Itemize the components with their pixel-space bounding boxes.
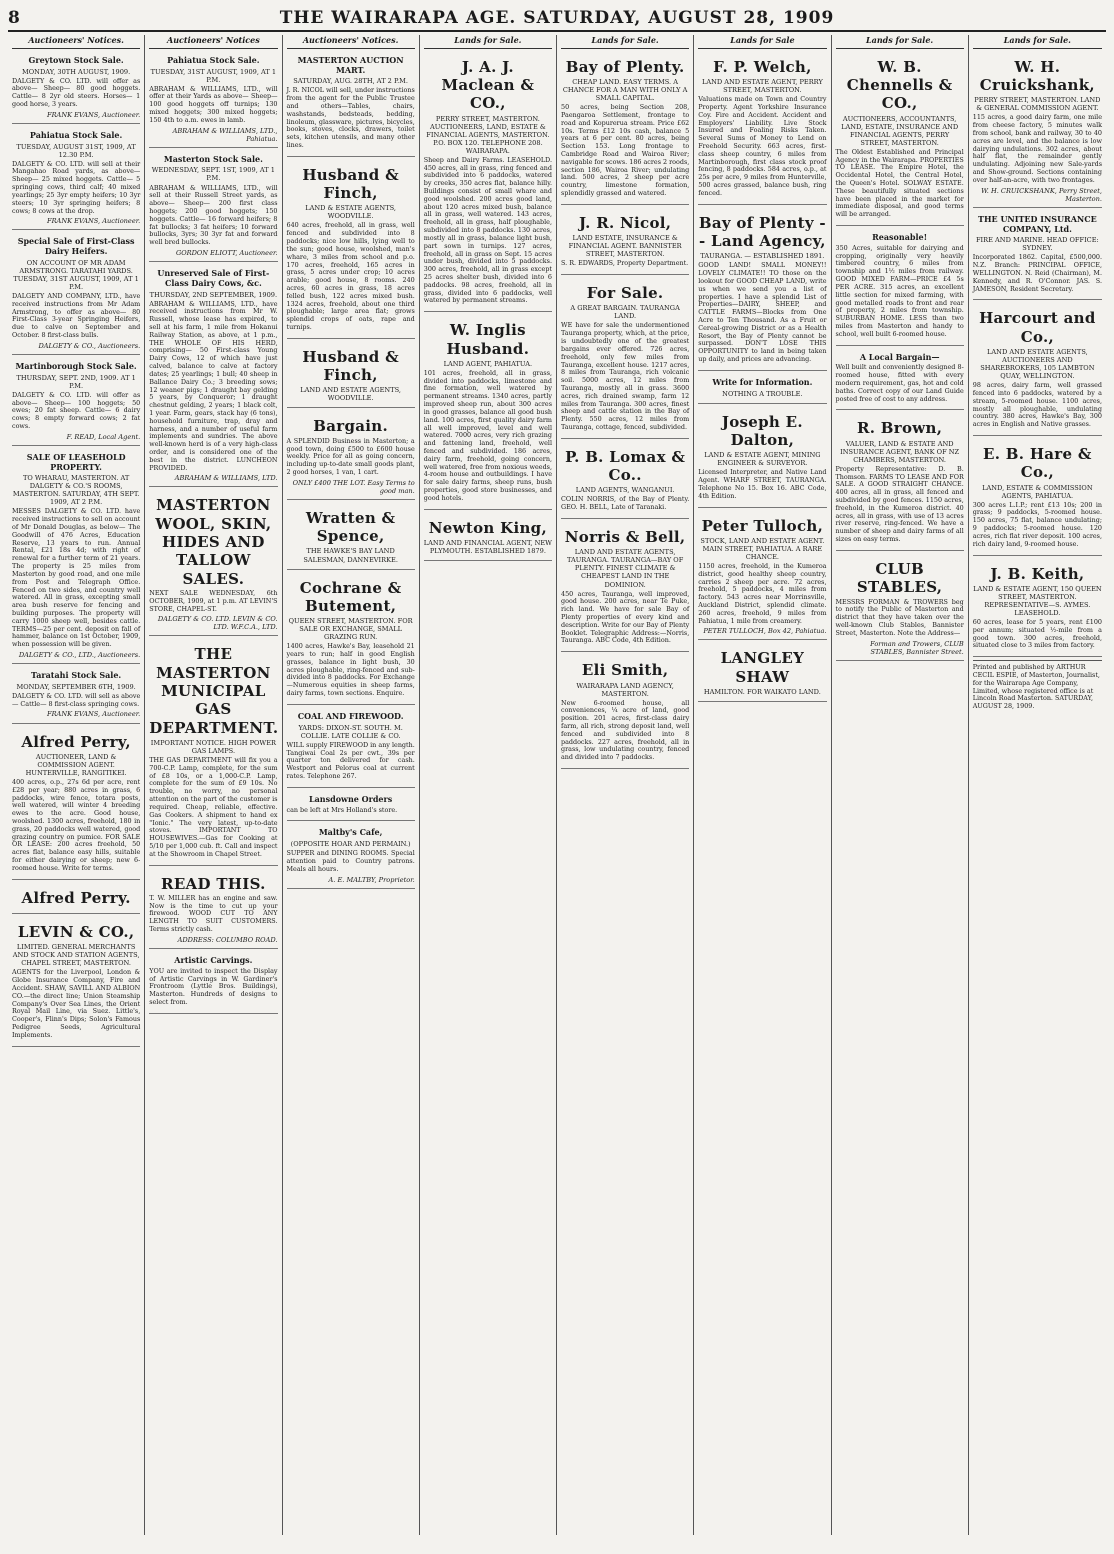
page-number: 8 [8,8,20,28]
ad-subheading: WEDNESDAY, SEPT. 1ST, 1909, AT 1 P.M. [151,166,275,183]
ad-title: Reasonable! [872,232,928,243]
advertisement [149,952,277,1014]
advertisement [12,883,140,914]
ad-subheading: LIMITED. GENERAL MERCHANTS AND STOCK AND STATION AGENTS, CHAPEL STREET, MASTERTON. [12,943,140,968]
ad-body-text: WILL supply FIREWOOD in any length. Tangiwai Coal 2s per cwt., 39s per quarter ton delivered for cash. Westport and Pelorus coal at current rates. Telephone 267. [286,740,415,780]
ad-subheading: LAND AND ESTATE AGENTS, AUCTIONEERS AND SHAREBROKERS, 105 LAMBTON QUAY, WELLINGTON. [980,348,1095,381]
ad-subheading: VALUER, LAND & ESTATE AND INSURANCE AGENT, BANK OF NZ CHAMBERS, MASTERTON. [840,439,960,464]
advertisement [149,490,277,636]
advertisement [836,349,964,411]
advertisement [698,52,826,205]
ad-body-text: Property Representative: D. B. Thomson. FARMS TO LEASE AND FOR SALE. A GOOD STRAIGHT CHANCE. 400 acres, all in grass, all fenced and subdivided by good fences. 1150 acres, freehold, in the Kumeroa district. 40 acres, all in grass, with use of 13 acres river reserve, ring-fenced. We have a number of sheep and dairy farms of all sizes on easy terms. [835,464,964,544]
advertisement [424,315,552,509]
ad-body-text: 1150 acres, freehold, in the Kumeroa district, good healthy sheep country, carries 2 sheep per acre. 72 acres, freehold, 5 paddocks, 4 miles from factory. 543 acres near Morrinsville, Auckland District, splendid climate. 260 acres, freehold, 9 miles from Pahiatua, 1 mile from creamery. [698,561,827,625]
column-heading: Lands for Sale [698,35,826,49]
ad-body-text: New 6-roomed house, all conveniences, ¼ acre of land, good position. 201 acres, first-class dairy farm, all rich, strong deposit land, well fenced and subdivided into 8 paddocks. 227 acres, freehold, all in grass, low undulating country, fenced and divided into 7 paddocks. [561,698,690,762]
columns-container [8,35,1106,1535]
advertisement [12,449,140,664]
advertisement [973,211,1102,301]
advertisement [287,503,415,570]
ad-title: Pahiatua Stock Sale. [29,129,123,140]
ad-body-text: 1400 acres, Hawke's Bay, leasehold 21 years to run; half in good English grasses, balance in light bush, 30 acres ploughable, ring-fenced and sub-divided into 8 paddocks. For Exchange—Numerous equities in sheep farms, dairy farms, town sections. Enquire. [286,642,415,698]
ad-advertiser-name: Bargain. [313,417,388,436]
column-1 [8,35,145,1535]
ad-body-text: THE GAS DEPARTMENT will fix you a 700-C.P. Lamp, complete, for the sum of £8 10s, or a 1,000-C.P. Lamp, complete for the sum of £9 10s. No trouble, no worry, no personal attention on the part of the customer is required. Cheap, reliable, effective. Gas Cookers. A shipment to hand ex "Ionic." The very latest, up-to-date stoves. IMPORTANT TO HOUSEWIVES.—Gas for Cooking at 5/10 per 1,000 cub. ft. Call and inspect at the Showroom in Chapel Street. [149,756,278,858]
ad-subheading: PERRY STREET, MASTERTON. LAND & GENERAL COMMISSION AGENT. [974,96,1101,113]
ad-title: Unreserved Sale of First-Class Dairy Cows, &c. [157,268,270,288]
advertisement [561,655,689,769]
ad-advertiser-name: Alfred Perry, [21,732,131,751]
advertisement [287,791,415,822]
ad-title: Martinborough Stock Sale. [15,360,137,371]
ad-advertiser-name: MASTERTON WOOL, SKIN, HIDES AND TALLOW SALES. [155,496,272,588]
advertisement [12,917,140,1047]
ad-signature: Forman and Trowers, CLUB STABLES, Bannister Street. [870,639,964,656]
advertisement [698,208,826,371]
ad-subheading: LAND AGENTS, WANGANUI. [575,486,675,495]
ad-body-text: 350 Acres, suitable for dairying and cropping, originally very heavily timbered country, 6 miles from township and 1½ miles from railway. GOOD MIXED FARM—PRICE £4 5s PER ACRE. 315 acres, an excellent little section for mixed farming, with good metalled roads to front and rear of property, 2 miles from township. SUBURBAN HOME. LESS than two miles from Masterton and handy to school, well built 6-roomed house. [835,243,964,338]
ad-advertiser-name: Wratten & Spence, [305,508,396,546]
ad-title: Maltby's Cafe, [318,827,383,838]
ad-advertiser-name: Bay of Plenty - - Land Agency, [698,213,826,250]
ad-body-text: A SPLENDID Business in Masterton; a good town, doing £500 to £600 house weekly. Price for all as going concern, including up-to-date small goods plant, 2 good horses, 1 van, 1 cart. [286,436,415,477]
ad-body-text: DALGETY & CO. LTD. will offer as above— Sheep— 80 good hoggets. Cattle— 8 2yr old steers. Horses— 1 good horse, 3 years. [12,76,141,108]
ad-body-text: Valuations made on Town and Country Property. Agent Yorkshire Insurance Coy. Fire and Accident. Accident and Employers' Liability. Live Stock Insured and Foaling Risks Taken. Several Sums of Money to Lend on Freehold Security. 663 acres, first-class sheep country, 6 miles from Martinborough, first class stock proof fencing, 8 paddocks. 584 acres, o.p., at 25s per acre, 9 miles from Hunterville, 500 acres grassed, balance bush, ring fenced. [698,95,827,197]
ad-title: Pahiatua Stock Sale. [167,54,260,65]
ad-subheading: STOCK, LAND AND ESTATE AGENT. MAIN STREET, PAHIATUA. A RARE CHANCE. [700,536,825,561]
ad-body-text: DALGETY & CO. LTD. will sell as above— Cattle— 8 first-class springing cows. [12,691,141,708]
ad-advertiser-name: Husband & Finch, [302,347,399,385]
ad-title: SALE OF LEASEHOLD PROPERTY. [26,451,126,472]
column-3 [283,35,420,1535]
advertisement [698,374,826,404]
advertisement [149,151,277,262]
ad-body-text: ABRAHAM & WILLIAMS, LTD., have received instructions from Mr W. Russell, whose lease has expired, to sell at his farm, 1 mile from Hokanui Railway Station, as above, at 1 p.m., THE WHOLE OF HIS HERD, comprising— 50 First-class Young Dairy Cows, 12 of which have just calved, balance to calve at factory dates; 25 yearlings; 1 bull; 40 sheep in Ballance Dairy Co.; 3 breeding sows; 12 weaner pigs; 1 draught bay gelding 5 years, by Conqueror; 1 draught chestnut gelding, 2 years; 1 black colt, 1 year. Farm, gears, stack hay (6 tons), household furniture, trap, dray and harness, and a number of useful farm implements and sundries. The above well-known herd is of a very high-class order, and is considered one of the best in the district. LUNCHEON PROVIDED. [149,299,278,472]
ad-title: Masterton Stock Sale. [163,153,263,164]
ad-body-text: 400 acres, o.p., 27s 6d per acre, rent £28 per year; 880 acres in grass, 6 paddocks, wire fence, totara posts, well watered, will winter 4 breeding ewes to the acre. Good house, woolshed. 1300 acres, freehold, 180 in grass, 20 paddocks well watered, good grazing country on pumice. FOR SALE OR LEASE: 200 acres freehold, 50 acres flat, balance easy hills, suitable for either dairying or sheep; new 6-roomed house. Write for terms. [12,777,141,872]
advertisement [149,265,277,487]
advertisement [12,667,140,723]
advertisement [12,358,140,446]
ad-subheading: LAND AGENT, PAHIATUA. [443,359,533,368]
ad-advertiser-name: P. B. Lomax & Co.. [565,447,686,485]
ad-advertiser-name: LEVIN & CO., [17,922,135,941]
column-heading: Lands for Sale. [973,35,1102,49]
advertisement [973,52,1102,208]
ad-subheading: A GREAT BARGAIN. TAURANGA LAND. [570,304,680,321]
ad-advertiser-name: Joseph E. Dalton, [721,412,803,449]
advertisement [561,52,689,205]
ad-body-text: S. R. EDWARDS, Property Department. [561,259,689,268]
column-6 [694,35,831,1535]
ad-subheading: LAND & ESTATE AGENTS, WOODVILLE. [305,204,396,221]
ad-body-text: 101 acres, freehold, all in grass, divided into paddocks, limestone and fine formation, well watered by permanent streams. 1340 acres, partly improved sheep run, about 300 acres in good grasses, balance all good bush land. 100 acres, first quality dairy farm all well improved, level and well watered. 7000 acres, very rich grazing and fattening land, freehold, well fenced and subdivided. 186 acres, dairy farm, freehold, going concern, well watered, free from noxious weeds, 4-room house and outbuildings. I have for sale dairy farms, sheep runs, bush properties, good store businesses, and good hotels. [423,368,552,502]
column-5 [557,35,694,1535]
ad-signature: ABRAHAM & WILLIAMS, LTD., Pahiatua. [172,126,278,143]
ad-advertiser-name: Harcourt and Co., [979,309,1096,346]
advertisement [12,127,140,231]
ad-subheading: TUESDAY, AUGUST 31ST, 1909, AT 12.30 P.M. [16,142,136,159]
ad-subheading: THE HAWKE'S BAY LAND SALESMAN, DANNEVIRKE. [303,547,398,564]
ad-subheading: YARDS: DIXON-ST. SOUTH. M. COLLIE. LATE COLLIE & CO. [298,723,403,740]
newspaper-title: THE WAIRARAPA AGE. SATURDAY, AUGUST 28, 1909 [279,8,835,28]
ad-subheading: ON ACCOUNT OF MR ADAM ARMSTRONG. TARATAHI YARDS. TUESDAY, 31ST AUGUST, 1909, AT 1 P.M. [13,258,139,291]
ad-subheading: HAMILTON. FOR WAIKATO LAND. [703,688,821,697]
ad-signature: FRANK EVANS, Auctioneer. [47,217,141,226]
ad-advertiser-name: For Sale. [586,284,664,303]
ad-body-text: Licensed Interpreter, and Native Land Agent. WHARF STREET, TAURANGA. Telephone No 15. Box 16. ABC Code, 4th Edition. [698,468,827,500]
ad-body-text: 300 acres L.I.P.; rent £13 10s; 200 in grass; 9 paddocks, 5-roomed house. 150 acres, 75 flat, balance undulating; 9 paddocks; 5-roomed house. 120 acres, rich flat river deposit. 100 acres, rich dairy land, 9-roomed house. [972,500,1102,548]
ad-advertiser-name: J. R. Nicol, [578,213,672,232]
ad-advertiser-name: CLUB STABLES, [856,559,943,597]
column-4 [420,35,557,1535]
column-7 [832,35,969,1535]
ad-signature: FRANK EVANS, Auctioneer. [47,710,141,719]
advertisement [836,413,964,551]
ad-advertiser-name: J. A. J. Maclean & CO., [441,57,535,113]
ad-signature: DALGETY & CO. LTD. LEVIN & CO. LTD. W.F.C.A., LTD. [157,615,278,632]
ad-body-text: NEXT SALE WEDNESDAY, 6th OCTOBER, 1909, at 1 p.m. AT LEVIN'S STORE, CHAPEL-ST. [149,588,278,613]
ad-advertiser-name: Norris & Bell, [564,528,686,547]
ad-signature: A. E. MALTBY, Proprietor. [328,875,415,884]
ad-subheading: THURSDAY, SEPT. 2ND, 1909. AT 1 P.M. [16,373,136,390]
ad-title: Lansdowne Orders [309,793,393,804]
ad-body-text: 50 acres, being Section 208, Paengaroa Settlement, frontage to road and Kopurerua stream. Price £62 10s. Terms £12 10s cash, balance 5 years at 6 per cent. 80 acres, being Section 153. Long frontage to Cambridge Road and Wairoa River; navigable for scows. 186 acres 2 roods, section 186, Wairoa River; undulating land. 500 acres, 2 sheep per acre country, limestone formation, splendidly grassed and watered. [561,103,690,198]
ad-body-text: ABRAHAM & WILLIAMS, LTD., will offer at their Yards as above— Sheep— 100 good hoggets off turnips; 130 mixed hoggets; 300 mixed hoggets; 150 4th to a.m. ewes in lamb. [149,84,278,124]
ad-body-text: J. R. NICOL will sell, under instructions from the agent for the Public Trustee and others—Tables, chairs, washstands, bedsteads, bedding, linoleum, glassware, pictures, bicycles, books, stoves, clocks, drawers, toilet sets, kitchen utensils, and many other lines. [286,86,415,149]
advertisement [973,303,1102,436]
ad-subheading: IMPORTANT NOTICE. HIGH POWER GAS LAMPS. [150,738,276,755]
ad-body-text: 640 acres, freehold, all in grass, well fenced and subdivided into 8 paddocks; nice low hills, lying well to the sun; good house, woolshed, man's whare, 3 miles from school and p.o. 170 acres, freehold, 165 acres in grass, 5 acres under crop; 10 acres arable; good house, 8 rooms. 240 acres, 60 acres in grass, 18 acres felled bush, 122 acres mixed bush. 1324 acres, freehold, about one third ploughable; large area flat; grows splendid crops of oats, rape and turnips. [286,221,415,331]
ad-subheading: MONDAY, 30TH AUGUST, 1909. [22,67,131,76]
column-heading: Auctioneers' Notices. [287,35,415,49]
advertisement [698,643,826,702]
ad-body-text: MESSES DALGETY & CO. LTD. have received instructions to sell on account of Mr Donald Douglas, as below— The Goodwill of 476 Acres, Education Reserve, 13 years to run. Annual Rental, £21 18s 4d; with right of renewal for a further term of 21 years. The property is 25 miles from Masterton by good road, and one mile from Post and Telegraph Office. Fenced on two sides, and country well watered. All in grass, excepting small area bush reserve for fencing and building purposes. The property will carry 1000 sheep well, besides cattle. TERMS—25 per cent. deposit on fall of hammer, balance on 1st October, 1909, when possession will be given. [12,507,141,649]
ad-advertiser-name: E. B. Hare & Co., [983,445,1092,482]
ad-advertiser-name: W. H. Cruickshank, [979,57,1095,95]
ad-advertiser-name: Alfred Perry. [21,888,131,907]
ad-subheading: QUEEN STREET, MASTERTON. FOR SALE OR EXCHANGE, SMALL GRAZING RUN. [288,617,413,642]
ad-advertiser-name: THE MASTERTON MUNICIPAL GAS DEPARTMENT. [149,645,279,737]
advertisement [836,554,964,661]
advertisement [424,513,552,561]
ad-signature: W. H. CRUICKSHANK, Perry Street, Masterton. [981,186,1102,203]
ad-body-text: DALGETY & CO. LTD. will sell at their Mangahao Road yards, as above— Sheep— 25 mixed hoggets. Cattle— 5 springing cows, third calf; 40 mixed yearlings; 25 3yr empty heifers; 10 3yr steers; 10 3yr springing heifers; 8 cows; 8 cows at the drop. [12,159,141,215]
column-heading: Auctioneers' Notices. [12,35,140,49]
ad-subheading: LAND & ESTATE AGENT, 150 QUEEN STREET, MASTERTON. REPRESENTATIVE—S. AYMES. LEASEHOLD. [973,584,1102,617]
column-heading: Lands for Sale. [836,35,964,49]
ad-subheading: WAIRARAPA LAND AGENCY, MASTERTON. [576,681,674,698]
imprint-footer: Printed and published by ARTHUR CECIL ESPIE, of Masterton, Journalist, for the Wairarapa Age Company, Limited, whose registered office is at Lincoln Road Masterton. SATURDAY, AUGUST 28, 1909. [973,660,1102,711]
ad-subheading: LAND AND ESTATE AGENTS, TAURANGA. TAURANGA—BAY OF PLENTY. FINEST CLIMATE & CHEAPEST LAND IN THE DOMINION. [566,548,684,589]
advertisement [149,639,277,865]
ad-body-text: Well built and conveniently designed 8-roomed house, fitted with every modern requirement, gas, hot and cold baths. Correct copy of our Land Guide posted free of cost to any address. [835,363,964,403]
ad-signature: ONLY £400 THE LOT. Easy Terms to good man. [292,478,415,495]
ad-body-text: MESSRS FORMAN & TROWERS beg to notify the Public of Masterton and district that they have taken over the well-known Club Stables, Bannister Street, Masterton. Note the Address— [835,597,964,637]
ad-body-text: WE have for sale the undermentioned Tauranga property, which, at the price, is undoubtedly one of the greatest bargains ever offered. 726 acres, freehold, only few miles from Tauranga, excellent house. 1217 acres, 8 miles from Tauranga, rich volcanic soil. 5000 acres, 12 miles from Tauranga, mostly all in grass. 3600 acres, rich drained swamp, farm 12 miles from Tauranga. 300 acres, finest sheep and cattle station in the Bay of Plenty. 550 acres, 12 miles from Tauranga, cottage, fenced, subdivided. [561,321,690,432]
ad-signature: PETER TULLOCH, Box 42, Pahiatua. [703,627,827,636]
ad-body-text: 60 acres, lease for 5 years, rent £100 per annum; situated ½-mile from a good town. 300 acres, freehold, situated close to 3 miles from factory. [972,617,1102,650]
ad-title: Write for Information. [712,376,813,387]
advertisement [12,52,140,124]
ad-title: Greytown Stock Sale. [28,54,124,65]
ad-advertiser-name: Eli Smith, [581,661,669,680]
advertisement [973,559,1102,658]
ad-advertiser-name: Peter Tulloch, [701,516,824,535]
ad-subheading: CHEAP LAND. EASY TERMS. A CHANCE FOR A MAN WITH ONLY A SMALL CAPITAL. [562,78,688,103]
ad-title: COAL AND FIREWOOD. [297,710,404,721]
advertisement [836,229,964,346]
masthead [8,6,1106,32]
ad-subheading: LAND AND ESTATE AGENTS, WOODVILLE. [300,386,401,403]
ad-signature: GORDON ELIOTT, Auctioneer. [175,249,278,257]
ad-advertiser-name: READ THIS. [161,874,266,893]
ad-subheading: NOTHING A TROUBLE. [722,389,803,398]
ad-body-text: T. W. MILLER has an engine and saw. Now is the time to cut up your firewood. WOOD CUT TO ANY LENGTH TO SUIT CUSTOMERS. Terms strictly cash. [149,893,278,934]
ad-subheading: TO WHARAU, MASTERTON. AT DALGETY & CO.'S ROOMS, MASTERTON. SATURDAY, 4TH SEPT. 1909, AT 2 P.M. [12,474,140,507]
column-heading: Auctioneers' Notices [149,35,277,49]
ad-signature: FRANK EVANS, Auctioneer. [47,110,141,119]
ad-subheading: LAND AND ESTATE AGENT, PERRY STREET, MASTERTON. [701,78,823,95]
ad-body-text: COLIN NORRIS, of the Bay of Plenty. GEO. H. BELL, Late of Taranaki. [561,495,690,512]
advertisement [561,522,689,652]
ad-subheading: SATURDAY, AUG. 28TH, AT 2 P.M. [293,77,409,86]
ad-advertiser-name: W. B. Chennells & CO., [846,57,953,113]
ad-subheading: (OPPOSITE HOAR AND PERMAIN.) [290,840,411,849]
ad-signature: F. READ, Local Agent. [66,432,141,441]
advertisement [287,573,415,705]
ad-signature: DALGETY & CO., Auctioneers. [38,341,141,350]
ad-signature: ABRAHAM & WILLIAMS, LTD. [174,474,278,483]
ad-subheading: FIRE AND MARINE. HEAD OFFICE: SYDNEY. [975,236,1099,253]
ad-body-text: 98 acres, dairy farm, well grassed fenced into 6 paddocks, watered by a stream, 5-roomed house. 1100 acres, mostly all ploughable, undulating country. 380 acres, Hawke's Bay, 300 acres in English and Native grasses. [972,381,1102,429]
advertisement [973,439,1102,556]
ad-body-text: 450 acres, Tauranga, well improved, good house. 200 acres, near Te Puke, rich land. We have for sale Bay of Plenty properties of every kind and description. Write for our Bay of Plenty Booklet. Telegraphic Address:—Norris, Tauranga. ABC Code, 4th Edition. [561,589,690,645]
advertisement [561,208,689,275]
ad-subheading: AUCTIONEER, LAND & COMMISSION AGENT. HUNTERVILLE, RANGITIKEI. [25,752,127,777]
advertisement [149,52,277,148]
ad-body-text: ABRAHAM & WILLIAMS, LTD., will sell at their Russell Street yards, as above— Sheep— 200 first class hoggets; 200 good hoggets; 150 hoggets. Cattle— 16 forward heifers; 8 fat bullocks; 3 fat heifers; 10 forward bullocks, 3yrs; 30 3yr fat and forward well bred bullocks. [149,183,278,247]
ad-title: Taratahi Stock Sale. [31,670,122,681]
ad-subheading: LAND, ESTATE & COMMISSION AGENTS, PAHIATUA. [982,483,1093,500]
advertisement [287,160,415,339]
ad-body-text: Incorporated 1862. Capital, £500,000. N.Z. Branch: PRINCIPAL OFFICE, WELLINGTON. N. Reid (Chairman), M. Kennedy, and R. O'Connor. JAS. S. JAMESON, Resident Secretary. [972,253,1102,293]
column-heading: Lands for Sale. [424,35,552,49]
advertisement [287,52,415,157]
ad-title: Artistic Carvings. [174,954,253,965]
ad-title: THE UNITED INSURANCE COMPANY, Ltd. [978,213,1097,234]
ad-subheading: MONDAY, SEPTEMBER 6TH, 1909. [16,682,136,691]
ad-title: MASTERTON AUCTION MART. [297,54,404,75]
column-heading: Lands for Sale. [561,35,689,49]
advertisement [698,511,826,641]
ad-advertiser-name: Bay of Plenty. [565,57,685,76]
ad-body-text: AGENTS for the Liverpool, London & Globe Insurance Company, Fire and Accident. SHAW, SAVILL AND ALBION CO.—the direct line; Union Steamship Company's Over Sea Lines, the Orient Royal Mail Line, via Suez. Little's, Cooper's, Flinn's Dips; Solon's Famous Pedigree Seeds, Agricultural Implements. [12,968,141,1039]
advertisement [698,407,826,508]
ad-title: A Local Bargain— [859,351,940,362]
ad-body-text: GOOD LAND! SMALL MONEY!! LOVELY CLIMATE!! TO those on the lookout for GOOD CHEAP LAND, write us when we send you a list of properties. I have a splendid List of Properties—DAIRY, SHEEP, and CATTLE FARMS—Blocks from One Acre to Ten Thousand. As a Fruit or Cereal-growing District or as a Health Resort, the Bay of Plenty cannot be surpassed. DON'T LOSE THIS OPPORTUNITY to land in being taken up daily, and prices are advancing. [698,261,827,364]
advertisement [149,869,277,949]
ad-subheading: PERRY STREET, MASTERTON. AUCTIONEERS, LAND, ESTATE & FINANCIAL AGENTS, MASTERTON. P.O. BOX 120. TELEPHONE 208. WAIRARAPA. [426,114,550,155]
ad-body-text: can be left at Mrs Holland's store. [286,805,398,814]
ad-subheading: LAND & ESTATE AGENT, MINING ENGINEER & SURVEYOR. [704,451,821,468]
ad-advertiser-name: LANGLEY SHAW [720,649,805,686]
advertisement [836,52,964,226]
ad-advertiser-name: R. Brown, [857,419,943,438]
ad-advertiser-name: Husband & Finch, [302,165,399,203]
advertisement [287,411,415,499]
ad-advertiser-name: J. B. Keith, [990,564,1085,583]
advertisement [287,342,415,409]
ad-advertiser-name: W. Inglis Husband. [446,321,530,358]
ad-body-text: DALGETY & CO. LTD. will offer as above— Sheep— 100 hoggets; 50 ewes; 20 fat sheep. Cattle— 6 dairy cows; 8 empty forward cows; 2 fat cows. [12,390,141,430]
advertisement [12,233,140,355]
ad-advertiser-name: Newton King, [428,518,547,537]
ad-subheading: THURSDAY, 2ND SEPTEMBER, 1909. [149,290,278,299]
ad-subheading: TUESDAY, 31ST AUGUST, 1909, AT 1 P.M. [150,67,277,84]
ad-subheading: TAURANGA. — ESTABLISHED 1891. [700,252,825,261]
ad-signature: ADDRESS: COLUMBO ROAD. [177,935,278,944]
column-8 [969,35,1106,1535]
advertisement [424,52,552,312]
advertisement [287,824,415,888]
ad-body-text: SUPPER and DINING ROOMS. Special attention paid to Country patrons. Meals all hours. [286,849,415,873]
ad-body-text: YOU are invited to inspect the Display of Artistic Carvings in W. Gardiner's Frontroom (Lyttle Bros. Buildings), Masterton. Hundreds of designs to select from. [149,966,278,1006]
advertisement [561,442,689,519]
ad-advertiser-name: Cochrane & Butement, [299,578,402,615]
advertisement [561,278,689,439]
ad-advertiser-name: F. P. Welch, [713,57,812,76]
advertisement [287,708,415,788]
ad-body-text: DALGETY AND COMPANY, LTD., have received instructions from Mr Adam Armstrong, to offer as above— 80 First-Class 3-year Springing Heifers, due to calve on September and October. 8 first-class bulls. [12,291,141,340]
ad-subheading: AUCTIONEERS, ACCOUNTANTS, LAND, ESTATE, INSURANCE AND FINANCIAL AGENTS, PERRY STREET, MASTERTON. [841,114,959,147]
ad-subheading: LAND AND FINANCIAL AGENT, NEW PLYMOUTH. ESTABLISHED 1879. [423,538,552,555]
column-2 [145,35,282,1535]
ad-subheading: LAND ESTATE, INSURANCE & FINANCIAL AGENT. BANNISTER STREET, MASTERTON. [568,234,682,259]
ad-signature: DALGETY & CO., LTD., Auctioneers. [18,651,141,660]
ad-title: Special Sale of First-Class Dairy Heifers. [17,236,135,257]
advertisement [12,727,140,880]
ad-body-text: 115 acres, a good dairy farm, one mile from cheese factory, 5 minutes walk from school, bank and railway, 30 to 40 acres are level, and the balance is low dairying undulations. 302 acres, about half flat, the remainder gently undulating. Adjoining new Sale-yards and Show-ground. Sections containing over half-an-acre, with two frontages. [972,113,1102,184]
ad-body-text: The Oldest Established and Principal Agency in the Wairarapa. PROPERTIES TO LEASE. The Empire Hotel, the Occidental Hotel, the Central Hotel, the Queen's Hotel. SOLWAY ESTATE. These beautifully situated sections have been placed in the market for immediate disposal, and good terms will be arranged. [835,147,964,219]
ad-body-text: Sheep and Dairy Farms. LEASEHOLD. 450 acres, all in grass, ring fenced and subdivided into 6 paddocks, watered by creeks, 350 acres flat, balance hilly. Buildings consist of small whare and good woolshed. 200 acres good land, about 120 acres mixed bush, balance all in grass, well watered. 143 acres, freehold, all in grass, half ploughable, subdivided into 8 paddocks. 130 acres, mostly all in grass, balance light bush, part sown in turnips. 127 acres, freehold, all in grass on Sept. 15 acres under bush, divided into 5 paddocks. 300 acres, freehold, all in grass except 25 acres shelter bush, divided into 6 paddocks. 98 acres, freehold, all in grass, divided into 6 paddocks, well watered by permanent streams. [423,155,552,305]
